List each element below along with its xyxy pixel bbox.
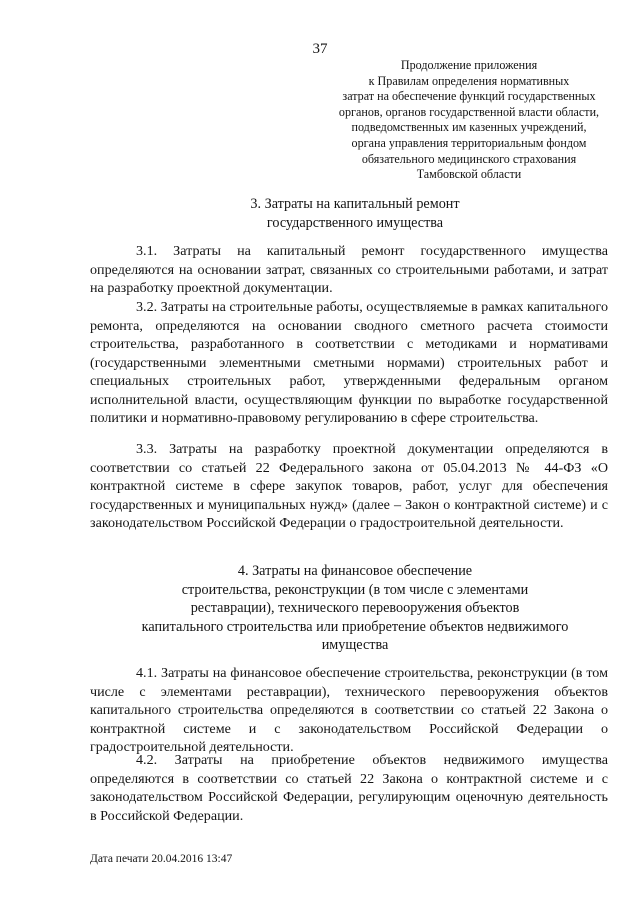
section-title-line: имущества — [321, 637, 389, 654]
header-note-line: Тамбовской области — [416, 167, 522, 182]
section-title-line: 4. Затраты на финансовое обеспечение — [237, 563, 473, 579]
section-3-title — [80, 195, 630, 232]
print-date: Дата печати 20.04.2016 13:47 — [90, 853, 233, 865]
header-note-line: подведомственных им казенных учреждений, — [351, 120, 587, 135]
section-title-line: 3. Затраты на капитальный ремонт — [250, 196, 460, 212]
paragraph-3-1: 3.1. Затраты на капитальный ремонт государственного имущества определяются на основании затрат, связанных со строительными работами, и затрат на разработку проектной документации. — [90, 243, 608, 296]
paragraph-3-2: 3.2. Затраты на строительные работы, осуществляемые в рамках капитального ремонта, определяются на основании сводного сметного расчета стоимости строительства, разработанного в соответствии с методиками и нормативами (государственными элементными сметными нормами) строительных работ и специальных строительных работ, утвержденными федеральным органом исполнительной власти, осуществляющим функции по выработке государственной политики и нормативно-правовому регулированию в сфере строительства. — [90, 299, 608, 426]
section-4-title — [80, 562, 630, 655]
header-note-line: органа управления территориальным фондом — [351, 135, 587, 150]
paragraph-4-2: 4.2. Затраты на приобретение объектов недвижимого имущества определяются в соответствии со статьей 22 Закона о контрактной системе и с законодательством Российской Федерации, регулирующим оценочную деятельность в Российской Федерации. — [90, 752, 608, 824]
section-title-line: капитального строительства или приобретение объектов недвижимого — [141, 618, 569, 635]
header-note-line: затрат на обеспечение функций государственных — [342, 89, 596, 104]
header-note-line: к Правилам определения нормативных — [368, 73, 570, 88]
section-title-line: строительства, реконструкции (в том числе с элементами — [181, 581, 529, 598]
section-title-line: государственного имущества — [266, 214, 444, 231]
section-title-line: реставрации), технического перевооружения объектов — [190, 600, 520, 617]
header-note-line: обязательного медицинского страхования — [361, 151, 577, 166]
paragraph-3-3: 3.3. Затраты на разработку проектной документации определяются в соответствии со статьей 22 Федерального закона от 05.04.2013 № 44-ФЗ «О контрактной системе в сфере закупок товаров, работ, услуг для обеспечения государственных и муниципальных нужд» (далее – Закон о контрактной системе) и с законодательством Российской Федерации о градостроительной деятельности. — [90, 441, 608, 531]
header-note-line: Продолжение приложения — [400, 58, 538, 72]
page-number: 37 — [312, 41, 328, 57]
header-note — [325, 58, 613, 183]
paragraph-4-1: 4.1. Затраты на финансовое обеспечение строительства, реконструкции (в том числе с элементами реставрации), технического перевооружения объектов капитального строительства определяются в соответствии со статьей 22 Закона о контрактной системе и с законодательством Российской Федерации о градостроительной деятельности. — [90, 665, 608, 755]
header-note-line: органов, органов государственной власти области, — [338, 104, 600, 119]
